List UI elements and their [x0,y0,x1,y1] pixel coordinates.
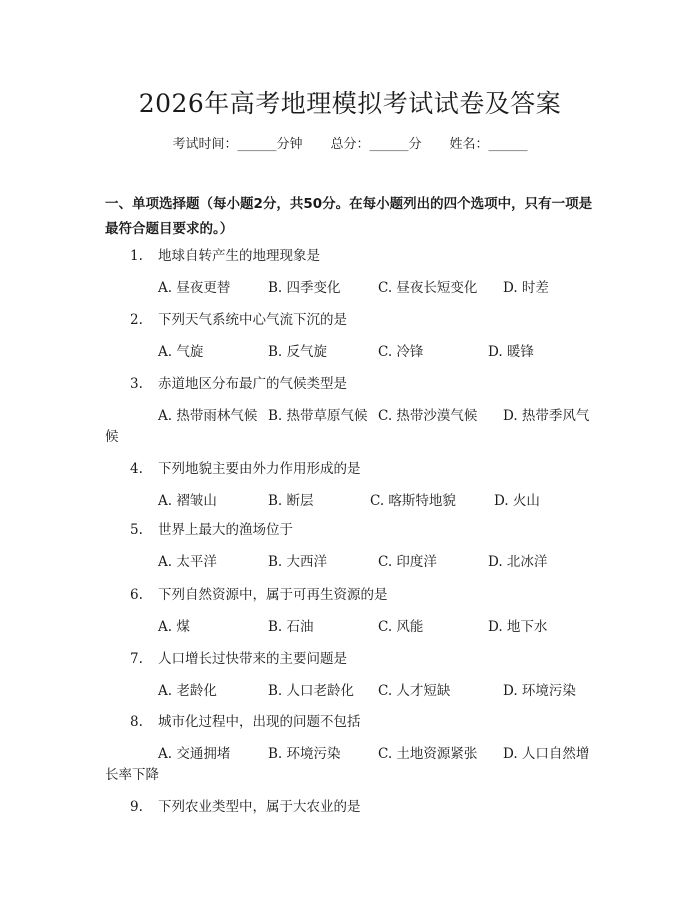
option-d: D. 环境污染 [503,683,576,699]
question-stem: 下列天气系统中心气流下沉的是 [158,312,347,328]
question-stem: 人口增长过快带来的主要问题是 [158,651,347,667]
page-title: 2026年高考地理模拟考试试卷及答案 [138,89,562,118]
option-b: B. 断层 [268,493,314,509]
option-d: D. 地下水 [488,619,548,635]
option-b: B. 环境污染 [268,746,341,762]
option-c: C. 昼夜长短变化 [378,280,478,296]
question-number: 1. [130,248,143,264]
option-a: A. 褶皱山 [158,493,217,509]
question-number: 4. [130,461,143,477]
option-b: B. 热带草原气候 [268,408,368,424]
question-number: 7. [130,651,143,667]
option-c: C. 人才短缺 [378,683,451,699]
question-stem: 赤道地区分布最广的气候类型是 [158,376,347,392]
option-a: A. 煤 [158,619,190,635]
option-b: B. 反气旋 [268,344,328,360]
name-field: 姓名：______ [449,137,528,152]
option-d: D. 热带季风气 [503,408,590,424]
option-c: C. 喀斯特地貌 [370,493,456,509]
question-number: 8. [130,714,143,730]
question-number: 3. [130,376,143,392]
question-number: 5. [130,522,143,538]
option-c: C. 热带沙漠气候 [378,408,478,424]
total-score-field: 总分：______分 [330,137,422,152]
option-a: A. 气旋 [158,344,204,360]
exam-time-field: 考试时间：______分钟 [172,137,303,152]
question-stem: 下列农业类型中，属于大农业的是 [158,799,361,815]
section-heading: 一、单项选择题（每小题2分，共50分。在每小题列出的四个选项中，只有一项是最符合题目要求的。） [105,196,593,237]
option-a: A. 昼夜更替 [158,280,231,296]
question-number: 2. [130,312,143,328]
question-number: 6. [130,587,143,603]
option-d: D. 时差 [503,280,549,296]
question-stem: 世界上最大的渔场位于 [158,522,293,538]
question-number: 9. [130,799,143,815]
option-c: C. 冷锋 [378,344,424,360]
option-c: C. 印度洋 [378,554,437,570]
question-stem: 下列地貌主要由外力作用形成的是 [158,461,361,477]
question-stem: 下列自然资源中，属于可再生资源的是 [158,587,388,603]
option-d: D. 北冰洋 [488,554,548,570]
option-wrap-text: 候 [105,429,119,445]
option-d: D. 人口自然增 [503,746,590,762]
question-stem: 城市化过程中，出现的问题不包括 [158,714,361,730]
option-b: B. 四季变化 [268,280,341,296]
question-stem: 地球自转产生的地理现象是 [158,248,320,264]
option-wrap-text: 长率下降 [105,767,159,783]
option-d: D. 暖锋 [488,344,534,360]
option-a: A. 交通拥堵 [158,746,231,762]
exam-info-line [0,133,700,152]
option-a: A. 太平洋 [158,554,217,570]
option-c: C. 土地资源紧张 [378,746,478,762]
option-a: A. 热带雨林气候 [158,408,258,424]
option-b: B. 大西洋 [268,554,328,570]
option-b: B. 人口老龄化 [268,683,355,699]
option-a: A. 老龄化 [158,683,217,699]
option-c: C. 风能 [378,619,424,635]
option-b: B. 石油 [268,619,314,635]
option-d: D. 火山 [494,493,540,509]
